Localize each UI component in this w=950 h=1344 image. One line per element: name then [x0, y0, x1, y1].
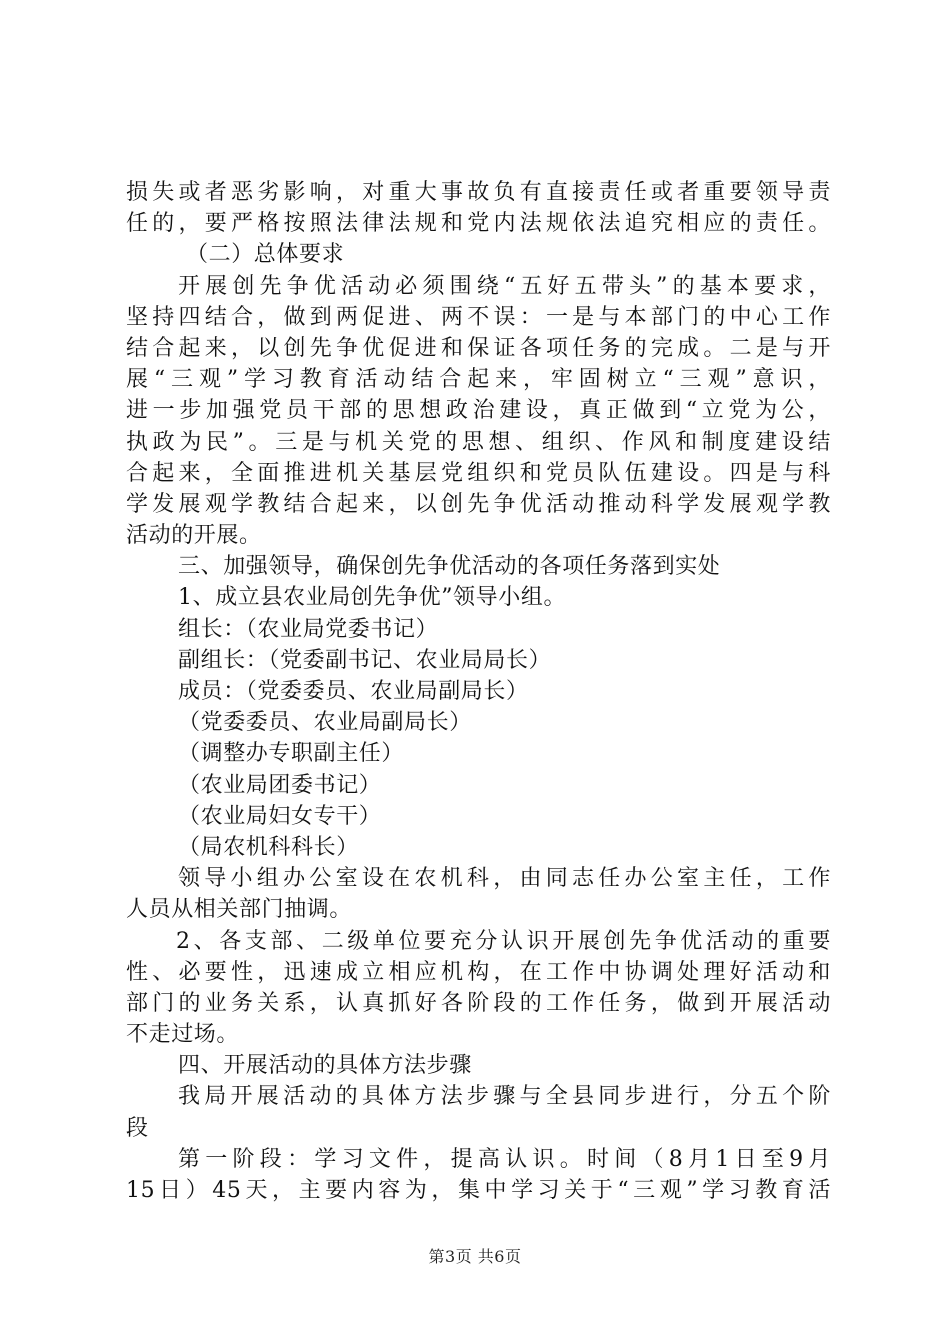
paragraph-line: 合起来，全面推进机关基层党组织和党员队伍建设。四是与科: [126, 460, 831, 486]
section-heading: （二）总体要求: [186, 242, 345, 268]
paragraph-line: 任的，要严格按照法律法规和党内法规依法追究相应的责任。: [126, 211, 831, 237]
paragraph-line: 开展创先争优活动必须围绕“五好五带头”的基本要求，: [178, 273, 831, 299]
paragraph-line: 成员：（党委委员、农业局副局长）: [178, 679, 529, 704]
paragraph-line: 结合起来，以创先争优促进和保证各项任务的完成。二是与开: [126, 335, 831, 361]
paragraph-line: 活动的开展。: [126, 523, 262, 549]
paragraph-line: 领导小组办公室设在农机科，由同志任办公室主任，工作: [178, 866, 831, 892]
document-body: [126, 177, 831, 1206]
paragraph-line: 学发展观学教结合起来，以创先争优活动推动科学发展观学教: [126, 491, 831, 517]
paragraph-line: 进一步加强党员干部的思想政治建设，真正做到“立党为公，: [126, 398, 831, 424]
page-number-footer: 第3页 共6页: [428, 1247, 522, 1266]
paragraph-line: 执政为民”。三是与机关党的思想、组织、作风和制度建设结: [126, 429, 831, 455]
paragraph-line: 15日）45天，主要内容为，集中学习关于“三观”学习教育活: [126, 1178, 831, 1203]
section-heading: 四、开展活动的具体方法步骤: [178, 1053, 472, 1079]
paragraph-line: （农业局妇女专干）: [178, 803, 382, 829]
paragraph-line: 第一阶段：学习文件，提高认识。时间（8月1日至9月: [178, 1146, 831, 1172]
paragraph-line: 副组长：（党委副书记、农业局局长）: [178, 647, 552, 673]
paragraph-line: 人员从相关部门抽调。: [126, 897, 353, 923]
paragraph-line: 2、各支部、二级单位要充分认识开展创先争优活动的重要: [176, 928, 831, 954]
paragraph-line: （调整办专职副主任）: [178, 741, 405, 767]
paragraph-line: 损失或者恶劣影响，对重大事故负有直接责任或者重要领导责: [126, 180, 831, 205]
paragraph-line: 段: [126, 1115, 149, 1141]
paragraph-line: 性、必要性，迅速成立相应机构，在工作中协调处理好活动和: [126, 959, 831, 985]
paragraph-line: 我局开展活动的具体方法步骤与全县同步进行，分五个阶: [178, 1084, 831, 1110]
paragraph-line: 展“三观”学习教育活动结合起来，牢固树立“三观”意识，: [126, 367, 831, 393]
paragraph-line: 1、成立县农业局创先争优”领导小组。: [178, 585, 567, 611]
paragraph-line: 组长：（农业局党委书记）: [178, 616, 439, 642]
paragraph-line: 坚持四结合，做到两促进、两不误：一是与本部门的中心工作: [126, 304, 831, 330]
paragraph-line: 不走过场。: [126, 1022, 240, 1048]
paragraph-line: （党委委员、农业局副局长）: [178, 710, 472, 736]
paragraph-line: （农业局团委书记）: [178, 772, 382, 798]
paragraph-line: 部门的业务关系，认真抓好各阶段的工作任务，做到开展活动: [126, 990, 831, 1016]
section-heading: 三、加强领导，确保创先争优活动的各项任务落到实处: [178, 554, 721, 580]
paragraph-line: （局农机科科长）: [178, 834, 359, 860]
